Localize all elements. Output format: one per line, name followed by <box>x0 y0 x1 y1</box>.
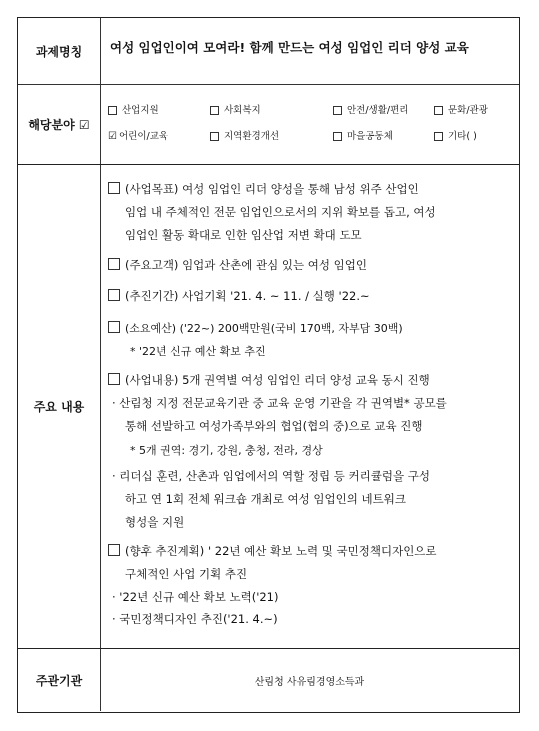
item-budget: (소요예산) ('22~) 200백만원(국비 170백, 자부담 30백) <box>108 320 403 336</box>
dept-name: 산림청 사유림경영소득과 <box>254 676 365 688</box>
square-bullet-icon <box>108 289 120 301</box>
note-line: * 5개 권역: 경기, 강원, 충청, 전라, 경상 <box>130 444 323 457</box>
square-bullet-icon <box>108 258 120 270</box>
field-option[interactable]: 사회복지 <box>210 102 261 116</box>
document-table <box>17 17 520 713</box>
checkbox-icon <box>210 106 219 115</box>
text-line: · '22년 신규 예산 확보 노력('21) <box>112 590 279 604</box>
field-option[interactable]: 지역환경개선 <box>210 128 279 142</box>
checkbox-icon <box>434 106 443 115</box>
checkbox-icon <box>210 132 219 141</box>
item-period: (추진기간) 사업기획 '21. 4. ~ 11. / 실행 '22.~ <box>108 288 370 304</box>
dept-row <box>18 649 519 711</box>
checkbox-icon <box>333 106 342 115</box>
checked-checkbox-icon: ☑ <box>108 131 117 142</box>
square-bullet-icon <box>108 182 120 194</box>
text-line: · 국민정책디자인 추진('21. 4.~) <box>112 612 278 626</box>
main-label: 주요 내용 <box>18 165 101 648</box>
title-label: 과제명칭 <box>18 18 101 84</box>
dept-label: 주관기관 <box>18 649 101 711</box>
text-line: 임업인 활동 확대로 인한 임산업 저변 확대 도모 <box>125 228 362 242</box>
text-line: 임업 내 주체적인 전문 임업인으로서의 지위 확보를 돕고, 여성 <box>125 205 436 219</box>
project-title: 여성 임업인이여 모여라! 함께 만드는 여성 임업인 리더 양성 교육 <box>110 40 469 55</box>
field-row <box>18 85 519 165</box>
note-line: * '22년 신규 예산 확보 추진 <box>130 345 266 358</box>
text-line: 통해 선발하고 여성가족부와의 협업(협의 중)으로 교육 진행 <box>125 419 423 433</box>
square-bullet-icon <box>108 373 120 385</box>
item-plan: (향후 추진계획) ' 22년 예산 확보 노력 및 국민정책디자인으로 <box>108 543 437 559</box>
checkbox-icon <box>108 106 117 115</box>
field-option[interactable]: 기타( ) <box>434 128 477 142</box>
title-row <box>18 18 519 85</box>
text-line: 하고 연 1회 전체 워크숍 개최로 여성 임업인의 네트워크 <box>125 492 406 506</box>
checkbox-icon <box>333 132 342 141</box>
text-line: 형성을 지원 <box>125 515 185 529</box>
square-bullet-icon <box>108 544 120 556</box>
text-line: · 산림청 지정 전문교육기관 중 교육 운영 기관을 각 권역별* 공모를 <box>112 396 447 410</box>
main-row <box>18 165 519 649</box>
field-option[interactable]: ☑ 어린이/교육 <box>108 131 169 142</box>
item-customer: (주요고객) 임업과 산촌에 관심 있는 여성 임업인 <box>108 257 367 273</box>
field-option[interactable]: 문화/관광 <box>434 102 488 116</box>
text-line: · 리더십 훈련, 산촌과 임업에서의 역할 정립 등 커리큘럼을 구성 <box>112 469 430 483</box>
field-option[interactable]: 마을공동체 <box>333 128 393 142</box>
field-option[interactable]: 안전/생활/편리 <box>333 102 408 116</box>
field-label: 해당분야 ☑ <box>18 85 101 164</box>
text-line: 구체적인 사업 기획 추진 <box>125 567 248 581</box>
square-bullet-icon <box>108 321 120 333</box>
field-option[interactable]: 산업지원 <box>108 102 159 116</box>
checkbox-icon <box>434 132 443 141</box>
item-content: (사업내용) 5개 권역별 여성 임업인 리더 양성 교육 동시 진행 <box>108 372 430 388</box>
item-goal: (사업목표) 여성 임업인 리더 양성을 통해 남성 위주 산업인 <box>108 181 419 197</box>
